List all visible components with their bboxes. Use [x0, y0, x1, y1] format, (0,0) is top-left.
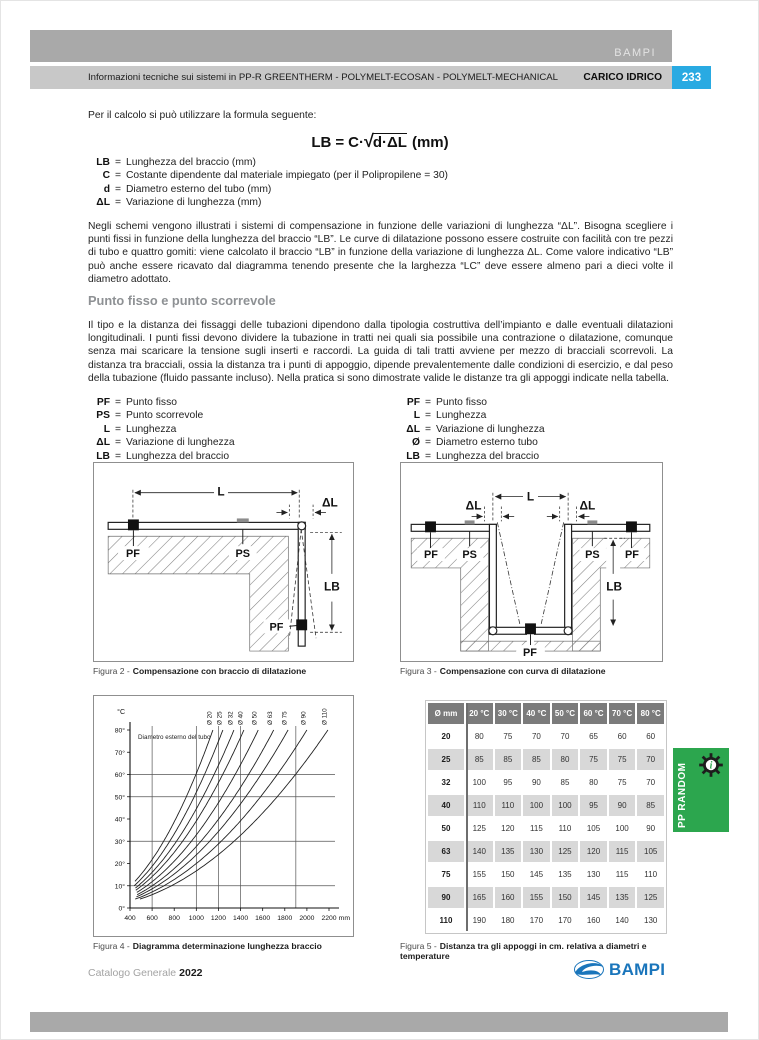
table-row — [428, 887, 664, 908]
legend-text: Variazione di lunghezza — [436, 423, 545, 435]
label-l: L — [526, 489, 535, 504]
info-gear-icon — [698, 752, 724, 778]
legend-text: Punto fisso — [126, 397, 177, 408]
legend-symbol: PS — [96, 410, 110, 422]
x-tick-label: 800 — [168, 915, 180, 922]
chart-series-label: Ø 20 — [206, 711, 214, 725]
label-pf-left: PF — [424, 549, 438, 562]
distance-cell: 75 — [580, 749, 607, 770]
distance-cell: 130 — [523, 841, 550, 862]
distance-cell: 100 — [552, 795, 579, 816]
distance-cell: 145 — [523, 864, 550, 885]
legend-text: Punto fisso — [436, 397, 487, 408]
distance-cell: 125 — [637, 887, 664, 908]
distance-cell: 170 — [552, 910, 579, 931]
figure4-chart-box — [93, 695, 354, 937]
distance-cell: 180 — [495, 910, 522, 931]
distance-cell: 90 — [609, 795, 636, 816]
legend-symbol: PF — [96, 397, 110, 408]
diameter-cell: 50 — [428, 818, 464, 839]
chart-series-label: Ø 25 — [216, 711, 224, 725]
distance-cell: 70 — [523, 726, 550, 747]
legend-symbol: ΔL — [96, 197, 110, 209]
label-dl-right: ΔL — [579, 498, 596, 513]
table-column-divider — [466, 703, 468, 931]
table-row — [428, 864, 664, 885]
side-tab-label: PP RANDOM — [677, 762, 688, 828]
intro-paragraph: Negli schemi vengono illustrati i sistemi di compensazione in funzione delle variazioni di lunghezza “ΔL”. Bisogna scegliere i punti fissi in funzione della lunghezza del braccio “LB”. Le curve di dilatazione possono essere costruite con facilità con tre pezzi di tubo e quattro gomiti: viene calcolato il braccio “LB” in funzione della variazione di lunghezza ΔL. Come valore indicativo “LB” può anche essere ricavato dal diagramma tenendo presente che la larghezza “LC” deve essere almeno pari a dieci volte il diametro adottato. — [88, 221, 673, 285]
label-lb: LB — [323, 579, 340, 594]
chart-curve — [134, 730, 223, 886]
distance-cell: 155 — [523, 887, 550, 908]
x-tick-label: 600 — [146, 915, 158, 922]
label-ps-left: PS — [462, 549, 477, 562]
column-header: 80 °C — [637, 703, 664, 724]
label-dl-left: ΔL — [465, 498, 482, 513]
legend-text: Punto scorrevole — [126, 410, 204, 422]
x-tick-label: 1400 — [232, 915, 249, 922]
column-header: 20 °C — [466, 703, 493, 724]
distance-cell: 140 — [609, 910, 636, 931]
legend-text: Lunghezza del braccio (mm) — [126, 157, 256, 168]
distance-cell: 70 — [637, 772, 664, 793]
section-paragraph: Il tipo e la distanza dei fissaggi delle tubazioni dipendono dalla tipologia costruttiva dell’impianto e dalle eventuali dilatazioni longitudinali. I punti fissi devono dividere la tubazione in tratti nei quali sia possibile una contrazione o dilatazione, comunque senza mai scaricare la tensione sugli inserti e raccordi. La guida di tali tratti avviene per mezzo di bracciali scorrevoli. La distanza tra bracciali, ossia la distanza tra i punti di appoggio, dipende prevalentemente dalle condizioni di esercizio, e dal peso della tubazione (fluido passante incluso). Nella pratica si sono dimostrate valide le distanze tra gli appoggi indicate nella tabella. — [88, 320, 673, 384]
y-tick-label: 80° — [114, 727, 125, 735]
chart-series-label: Ø 63 — [267, 711, 275, 725]
formula-equals: = — [335, 134, 345, 151]
equals-sign: = — [114, 197, 121, 209]
figure5-caption: Figura 5 - Distanza tra gli appoggi in cm. relativa a diametri e temperature — [400, 941, 647, 961]
fixed-point-marker — [128, 519, 139, 530]
pipe-elbow — [298, 522, 306, 530]
distance-cell: 100 — [466, 772, 493, 793]
legend-row — [84, 183, 448, 196]
chart-series-label: Ø 110 — [321, 708, 329, 725]
equals-sign: = — [114, 397, 121, 408]
label-ps-right: PS — [585, 549, 600, 562]
distance-cell: 110 — [637, 864, 664, 885]
table-row — [428, 772, 664, 793]
distance-cell: 90 — [637, 818, 664, 839]
radical-sign: √ — [363, 131, 374, 151]
column-header: 50 °C — [552, 703, 579, 724]
distance-cell: 145 — [580, 887, 607, 908]
y-tick-label: 60° — [114, 772, 125, 779]
pipe-elbow — [564, 627, 572, 635]
figure2-box — [93, 462, 354, 662]
formula-unit: (mm) — [411, 134, 449, 151]
distance-cell: 105 — [637, 841, 664, 862]
label-lb: LB — [606, 579, 623, 594]
column-header: 40 °C — [523, 703, 550, 724]
distance-cell: 170 — [523, 910, 550, 931]
chart-series-label: Ø 50 — [251, 711, 259, 725]
distance-cell: 85 — [495, 749, 522, 770]
distance-cell: 120 — [580, 841, 607, 862]
legend-row — [84, 396, 235, 409]
label-pf-bottom: PF — [523, 647, 537, 659]
legend-text: Lunghezza — [436, 410, 487, 422]
chart-curve — [137, 730, 274, 895]
fixed-point-marker — [425, 521, 436, 532]
formula-legend — [84, 156, 448, 210]
chart-curve — [136, 730, 288, 897]
legend-row — [84, 423, 235, 436]
equals-sign: = — [424, 397, 431, 408]
diameter-cell: 32 — [428, 772, 464, 793]
chart-curve — [136, 730, 234, 888]
distance-cell: 80 — [552, 749, 579, 770]
y-tick-label: 10° — [114, 883, 125, 891]
side-tab-pp-random — [673, 748, 729, 832]
distance-cell: 115 — [609, 841, 636, 862]
equals-sign: = — [114, 410, 121, 422]
table-row — [428, 795, 664, 816]
label-ps: PS — [235, 548, 251, 561]
lead-text: Per il calcolo si può utilizzare la formula seguente: — [88, 110, 317, 121]
distance-cell: 130 — [637, 910, 664, 931]
legend-row — [394, 409, 545, 422]
distance-cell: 85 — [552, 772, 579, 793]
distance-cell: 135 — [495, 841, 522, 862]
equals-sign: = — [114, 157, 121, 168]
figure2-caption: Figura 2 - Compensazione con braccio di dilatazione — [93, 666, 307, 676]
x-tick-label: 400 — [124, 915, 136, 922]
figure3-caption: Figura 3 - Compensazione con curva di dilatazione — [400, 666, 606, 676]
distance-cell: 85 — [523, 749, 550, 770]
table-row — [428, 818, 664, 839]
distance-cell: 70 — [552, 726, 579, 747]
y-tick-label: 70° — [114, 749, 125, 757]
label-pf-right: PF — [625, 549, 639, 562]
chart-series-label: Ø 90 — [300, 711, 308, 725]
column-header: 70 °C — [609, 703, 636, 724]
footer-catalog: Catalogo Generale 2022 — [88, 967, 203, 979]
distance-cell: 100 — [523, 795, 550, 816]
equals-sign: = — [424, 450, 431, 462]
diameter-cell: 63 — [428, 841, 464, 862]
legend-text: Lunghezza — [126, 423, 177, 435]
table-row — [428, 749, 664, 770]
legend-row — [84, 409, 235, 422]
legend-symbol: L — [413, 410, 420, 422]
x-axis-unit: mm — [338, 915, 350, 922]
distance-cell: 165 — [466, 887, 493, 908]
chart-curve — [137, 730, 258, 892]
distance-cell: 130 — [580, 864, 607, 885]
fixed-point-marker — [296, 619, 307, 630]
label-l: L — [217, 484, 225, 499]
distance-cell: 155 — [466, 864, 493, 885]
equals-sign: = — [114, 183, 121, 195]
legend-text: Lunghezza del braccio — [436, 450, 540, 462]
diagram-legend-left — [84, 396, 235, 463]
equals-sign: = — [114, 437, 121, 449]
distance-cell: 190 — [466, 910, 493, 931]
distance-cell: 80 — [580, 772, 607, 793]
header-brand: BAMPI — [614, 47, 656, 59]
distance-cell: 60 — [609, 726, 636, 747]
legend-text: Diametro esterno del tubo (mm) — [126, 183, 272, 195]
legend-row — [394, 436, 545, 449]
equals-sign: = — [114, 170, 121, 182]
distance-cell: 115 — [523, 818, 550, 839]
figure3-box — [400, 462, 663, 662]
distance-cell: 125 — [466, 818, 493, 839]
figure3-diagram — [401, 463, 660, 659]
legend-symbol: PF — [406, 397, 420, 408]
fixed-point-marker — [525, 623, 536, 634]
equals-sign: = — [424, 423, 431, 435]
footer-band — [30, 1012, 728, 1032]
legend-text: Variazione di lunghezza — [126, 437, 235, 449]
x-tick-label: 1800 — [277, 915, 293, 922]
label-pf-bottom: PF — [269, 621, 284, 634]
y-tick-label: 30° — [114, 838, 125, 846]
distance-cell: 140 — [466, 841, 493, 862]
column-header: 30 °C — [495, 703, 522, 724]
legend-row — [84, 196, 448, 209]
chart-inner-title: Diametro esterno del tubo — [138, 734, 211, 741]
distance-cell: 100 — [609, 818, 636, 839]
legend-symbol: C — [102, 170, 110, 182]
legend-symbol: LB — [96, 450, 110, 462]
legend-row — [394, 423, 545, 436]
legend-symbol: ΔL — [96, 437, 110, 449]
y-axis-unit: °C — [117, 709, 125, 716]
legend-text: Lunghezza del braccio — [126, 450, 230, 462]
label-dl: ΔL — [322, 495, 338, 510]
pipe-elbow — [489, 627, 497, 635]
chart-curve — [135, 730, 213, 881]
x-tick-label: 1000 — [188, 915, 204, 922]
legend-text: Costante dipendente dal materiale impiegato (per il Polipropilene = 30) — [126, 170, 448, 182]
label-pf: PF — [125, 548, 140, 561]
table-row — [428, 841, 664, 862]
distance-cell: 90 — [523, 772, 550, 793]
equals-sign: = — [114, 423, 121, 435]
equals-sign: = — [424, 410, 431, 422]
chart-series-label: Ø 40 — [237, 711, 245, 725]
y-tick-label: 0° — [118, 905, 125, 913]
legend-text: Variazione di lunghezza (mm) — [126, 197, 262, 209]
diameter-cell: 40 — [428, 795, 464, 816]
distance-cell: 60 — [637, 726, 664, 747]
equals-sign: = — [424, 437, 431, 449]
distance-cell: 75 — [609, 772, 636, 793]
distance-cell: 110 — [466, 795, 493, 816]
chart-series-label: Ø 75 — [281, 711, 289, 725]
formula-coefficient: C· — [348, 134, 364, 151]
formula-radicand: d·ΔL — [372, 134, 407, 151]
braccio-length-chart — [94, 696, 351, 934]
svg-text:i: i — [709, 760, 713, 772]
y-tick-label: 50° — [114, 794, 125, 802]
distance-cell: 160 — [580, 910, 607, 931]
legend-symbol: d — [103, 183, 110, 195]
pipe-right — [565, 524, 650, 531]
chart-series-label: Ø 32 — [227, 711, 235, 725]
legend-row — [394, 396, 545, 409]
legend-symbol: ΔL — [406, 423, 420, 435]
figure2-diagram — [94, 463, 351, 659]
header-strip — [30, 66, 672, 89]
y-tick-label: 20° — [114, 861, 125, 868]
distance-cell: 110 — [552, 818, 579, 839]
diameter-cell: 20 — [428, 726, 464, 747]
table-row — [428, 726, 664, 747]
distance-cell: 95 — [580, 795, 607, 816]
legend-row — [84, 436, 235, 449]
distance-cell: 85 — [637, 795, 664, 816]
header-strip-text: Informazioni tecniche sui sistemi in PP-R GREENTHERM - POLYMELT-ECOSAN - POLYMELT-MECHANICAL — [88, 72, 559, 83]
equals-sign: = — [114, 450, 121, 462]
distance-cell: 110 — [495, 795, 522, 816]
footer-brand: BAMPI — [609, 959, 666, 979]
distance-cell: 135 — [552, 864, 579, 885]
y-tick-label: 40° — [114, 816, 125, 824]
distance-cell: 160 — [495, 887, 522, 908]
x-tick-label: 1200 — [210, 915, 227, 922]
figure5-table-wrap — [425, 700, 667, 934]
distance-cell: 105 — [580, 818, 607, 839]
table-row — [428, 910, 664, 931]
distance-cell: 150 — [552, 887, 579, 908]
fixed-point-marker — [626, 521, 637, 532]
distance-cell: 85 — [466, 749, 493, 770]
distance-cell: 75 — [495, 726, 522, 747]
bampi-swoosh-icon — [573, 959, 605, 980]
distance-cell: 120 — [495, 818, 522, 839]
formula-lhs: LB — [311, 134, 332, 151]
pipe-loop-right — [565, 524, 572, 633]
pipe-left — [411, 524, 496, 531]
header-band — [30, 30, 672, 62]
distance-cell: 125 — [552, 841, 579, 862]
distance-cell: 80 — [466, 726, 493, 747]
support-distance-table — [426, 701, 666, 933]
legend-row — [84, 169, 448, 182]
section-title: Punto fisso e punto scorrevole — [88, 293, 276, 308]
x-tick-label: 1600 — [255, 915, 271, 922]
diameter-cell: 75 — [428, 864, 464, 885]
legend-symbol: L — [103, 423, 110, 435]
distance-cell: 75 — [609, 749, 636, 770]
page-number-badge: 233 — [672, 66, 711, 89]
distance-cell: 135 — [609, 887, 636, 908]
distance-cell: 65 — [580, 726, 607, 747]
legend-symbol: LB — [96, 157, 110, 168]
distance-cell: 70 — [637, 749, 664, 770]
distance-cell: 95 — [495, 772, 522, 793]
diameter-cell: 25 — [428, 749, 464, 770]
legend-text: Diametro esterno tubo — [436, 437, 538, 449]
x-tick-label: 2000 — [299, 915, 315, 922]
legend-symbol: Ø — [411, 437, 420, 449]
legend-symbol: LB — [406, 450, 420, 462]
column-header: Ø mm — [428, 703, 464, 724]
pipe-loop-left — [489, 524, 496, 633]
footer-logo — [573, 959, 665, 980]
distance-cell: 150 — [495, 864, 522, 885]
formula — [88, 131, 672, 152]
column-header: 60 °C — [580, 703, 607, 724]
legend-row — [84, 156, 448, 169]
diameter-cell: 110 — [428, 910, 464, 931]
distance-cell: 115 — [609, 864, 636, 885]
diameter-cell: 90 — [428, 887, 464, 908]
figure4-caption: Figura 4 - Diagramma determinazione lunghezza braccio — [93, 941, 322, 951]
header-section-label: CARICO IDRICO — [583, 72, 662, 83]
x-tick-label: 2200 — [321, 915, 337, 922]
diagram-legend-right — [394, 396, 545, 463]
